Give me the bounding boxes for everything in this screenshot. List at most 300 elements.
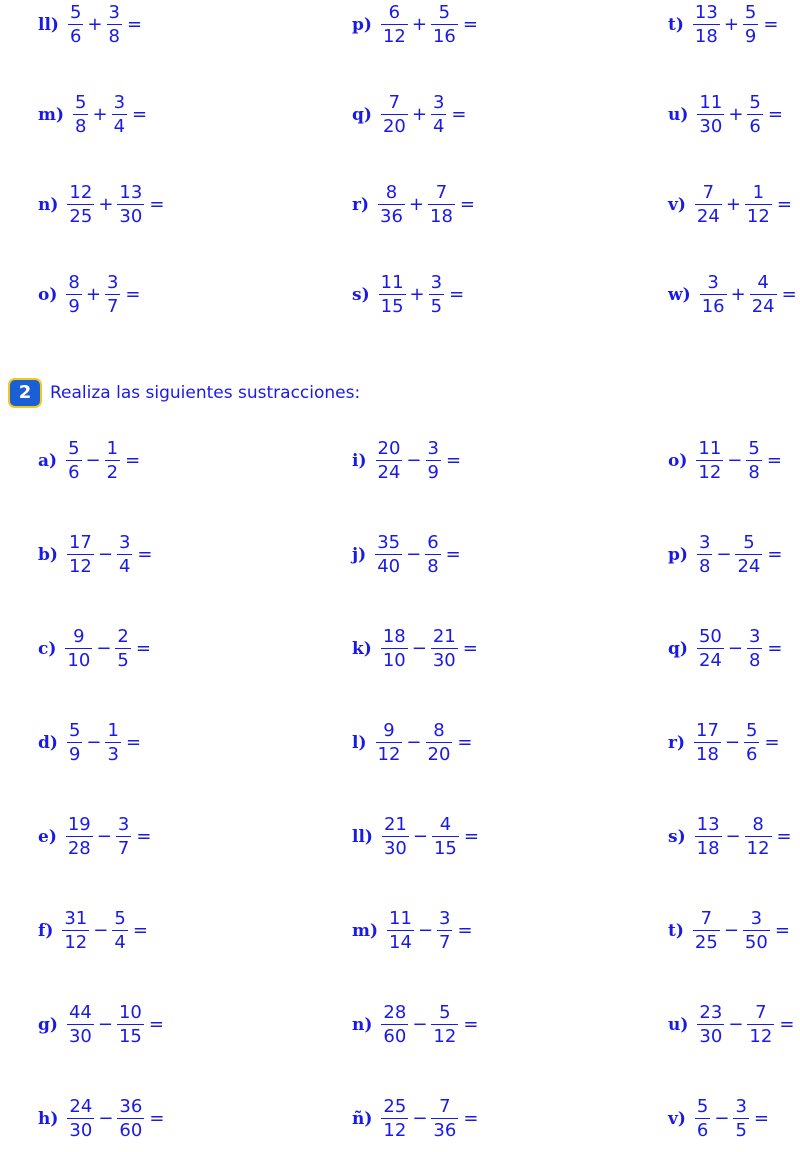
second-fraction — [104, 722, 121, 764]
numerator: 7 — [702, 182, 715, 203]
denominator: 6 — [696, 1120, 709, 1141]
second-fraction — [436, 910, 453, 952]
denominator: 9 — [68, 744, 81, 765]
exercise-label: ll) — [38, 14, 59, 35]
numerator: 5 — [68, 720, 81, 741]
second-fraction — [111, 94, 128, 136]
first-fraction — [692, 4, 721, 46]
numerator: 28 — [383, 1002, 407, 1023]
first-fraction — [61, 910, 90, 952]
operator-sign: − — [411, 638, 427, 659]
denominator: 15 — [433, 838, 457, 859]
denominator: 8 — [75, 116, 87, 137]
second-fraction — [743, 722, 760, 764]
exercise — [668, 274, 797, 316]
numerator: 3 — [427, 438, 439, 459]
denominator: 28 — [67, 838, 91, 859]
denominator: 5 — [117, 650, 129, 671]
denominator: 6 — [749, 116, 761, 137]
numerator: 5 — [438, 2, 451, 23]
operator-sign: + — [411, 14, 427, 35]
first-fraction — [694, 184, 723, 226]
numerator: 1 — [107, 720, 119, 741]
second-fraction — [425, 440, 442, 482]
numerator: 31 — [64, 908, 88, 929]
second-fraction — [430, 94, 447, 136]
denominator: 50 — [744, 932, 768, 953]
equals-sign: = — [463, 1108, 479, 1129]
equals-sign: = — [767, 104, 783, 125]
exercise — [352, 628, 478, 670]
first-fraction — [694, 1098, 711, 1140]
exercise-label: v) — [668, 1108, 686, 1129]
equals-sign: = — [459, 194, 475, 215]
denominator: 40 — [377, 556, 401, 577]
exercise — [352, 910, 473, 952]
second-fraction — [425, 722, 454, 764]
exercise-label: c) — [38, 638, 57, 659]
exercise — [668, 910, 790, 952]
numerator: 8 — [68, 272, 80, 293]
exercise-label: k) — [352, 638, 372, 659]
denominator: 30 — [432, 650, 456, 671]
second-fraction — [111, 910, 128, 952]
denominator: 4 — [118, 556, 131, 577]
numerator: 8 — [385, 182, 398, 203]
numerator: 13 — [119, 182, 143, 203]
numerator: 3 — [439, 908, 451, 929]
exercise-label: i) — [352, 450, 367, 471]
equals-sign: = — [445, 450, 462, 471]
exercise — [352, 184, 475, 226]
exercise — [668, 1004, 794, 1046]
exercise-label: a) — [38, 450, 58, 471]
exercise — [668, 4, 778, 46]
first-fraction — [380, 1004, 409, 1046]
denominator: 6 — [746, 744, 758, 765]
second-fraction — [114, 628, 131, 670]
second-fraction — [106, 4, 123, 46]
equals-sign: = — [763, 14, 779, 35]
exercise — [38, 722, 141, 764]
operator-sign: − — [727, 450, 743, 471]
operator-sign: + — [409, 284, 425, 305]
exercise — [668, 440, 782, 482]
numerator: 9 — [383, 720, 395, 741]
exercise — [668, 628, 782, 670]
numerator: 5 — [743, 532, 755, 553]
numerator: 7 — [755, 1002, 767, 1023]
denominator: 20 — [427, 744, 451, 765]
denominator: 9 — [427, 462, 439, 483]
equals-sign: = — [767, 638, 783, 659]
exercise-label: o) — [668, 450, 688, 471]
second-fraction — [746, 628, 763, 670]
exercise-label: e) — [38, 826, 57, 847]
numerator: 24 — [69, 1096, 93, 1117]
operator-sign: − — [406, 450, 422, 471]
operator-sign: + — [730, 284, 746, 305]
numerator: 3 — [430, 272, 443, 293]
denominator: 20 — [382, 116, 406, 137]
exercise-label: g) — [38, 1014, 58, 1035]
second-fraction — [427, 184, 456, 226]
numerator: 5 — [68, 438, 80, 459]
denominator: 7 — [117, 838, 130, 859]
denominator: 24 — [751, 296, 775, 317]
exercise-label: b) — [38, 544, 58, 565]
second-fraction — [115, 816, 132, 858]
numerator: 11 — [389, 908, 412, 929]
operator-sign: − — [716, 544, 732, 565]
denominator: 30 — [119, 206, 143, 227]
numerator: 7 — [435, 182, 448, 203]
denominator: 2 — [106, 462, 119, 483]
exercise-label: w) — [668, 284, 691, 305]
denominator: 12 — [746, 838, 770, 859]
numerator: 13 — [694, 2, 718, 23]
denominator: 7 — [106, 296, 119, 317]
numerator: 7 — [439, 1096, 451, 1117]
denominator: 14 — [389, 932, 412, 953]
first-fraction — [696, 94, 725, 136]
denominator: 30 — [699, 116, 723, 137]
exercise-label: o) — [38, 284, 58, 305]
operator-sign: − — [96, 638, 112, 659]
exercise-label: r) — [352, 194, 369, 215]
numerator: 9 — [73, 626, 85, 647]
numerator: 3 — [748, 626, 761, 647]
exercise-label: s) — [352, 284, 370, 305]
exercise-label: q) — [668, 638, 688, 659]
denominator: 30 — [699, 1026, 723, 1047]
equals-sign: = — [451, 104, 467, 125]
denominator: 36 — [433, 1120, 457, 1141]
denominator: 4 — [432, 116, 445, 137]
equals-sign: = — [776, 194, 792, 215]
numerator: 25 — [383, 1096, 407, 1117]
denominator: 12 — [433, 1026, 457, 1047]
denominator: 8 — [748, 462, 760, 483]
first-fraction — [377, 184, 406, 226]
second-fraction — [116, 184, 145, 226]
first-fraction — [380, 1098, 409, 1140]
operator-sign: − — [98, 1108, 114, 1129]
numerator: 7 — [700, 908, 713, 929]
first-fraction — [65, 816, 94, 858]
exercise — [352, 274, 464, 316]
second-fraction — [430, 1004, 459, 1046]
second-fraction — [746, 1004, 775, 1046]
numerator: 17 — [68, 532, 92, 553]
denominator: 18 — [694, 26, 718, 47]
denominator: 15 — [118, 1026, 142, 1047]
numerator: 3 — [113, 92, 126, 113]
numerator: 3 — [707, 272, 719, 293]
numerator: 36 — [119, 1096, 143, 1117]
first-fraction — [375, 722, 404, 764]
operator-sign: − — [725, 826, 741, 847]
exercise-label: d) — [38, 732, 58, 753]
numerator: 3 — [432, 92, 445, 113]
numerator: 17 — [696, 720, 719, 741]
exercise — [352, 722, 473, 764]
numerator: 44 — [68, 1002, 92, 1023]
numerator: 5 — [696, 1096, 709, 1117]
second-fraction — [104, 274, 121, 316]
denominator: 25 — [69, 206, 93, 227]
denominator: 24 — [696, 206, 720, 227]
operator-sign: + — [728, 104, 744, 125]
numerator: 3 — [106, 272, 119, 293]
denominator: 16 — [432, 26, 456, 47]
operator-sign: − — [93, 920, 109, 941]
numerator: 11 — [380, 272, 404, 293]
denominator: 4 — [113, 116, 126, 137]
equals-sign: = — [149, 1108, 165, 1129]
numerator: 19 — [67, 814, 91, 835]
exercise-label: n) — [352, 1014, 373, 1035]
second-fraction — [116, 1004, 145, 1046]
first-fraction — [380, 94, 409, 136]
operator-sign: − — [406, 732, 422, 753]
section-instruction: Realiza las siguientes sustracciones: — [50, 383, 361, 403]
second-fraction — [745, 440, 762, 482]
numerator: 8 — [433, 720, 445, 741]
denominator: 8 — [698, 556, 711, 577]
denominator: 7 — [439, 932, 451, 953]
first-fraction — [66, 1098, 95, 1140]
operator-sign: + — [98, 194, 114, 215]
denominator: 18 — [430, 206, 453, 227]
denominator: 60 — [119, 1120, 143, 1141]
numerator: 5 — [114, 908, 126, 929]
numerator: 13 — [696, 814, 720, 835]
operator-sign: − — [406, 544, 422, 565]
first-fraction — [693, 722, 722, 764]
second-fraction — [742, 910, 771, 952]
exercise — [668, 94, 783, 136]
exercise-label: n) — [38, 194, 59, 215]
operator-sign: + — [408, 194, 424, 215]
equals-sign: = — [462, 638, 478, 659]
operator-sign: − — [86, 732, 102, 753]
exercise — [668, 816, 792, 858]
operator-sign: − — [727, 638, 743, 659]
denominator: 10 — [382, 650, 406, 671]
exercise — [38, 628, 151, 670]
exercise — [668, 1098, 769, 1140]
operator-sign: − — [412, 1014, 428, 1035]
denominator: 12 — [64, 932, 88, 953]
exercise-label: j) — [352, 544, 367, 565]
exercise-label: ñ) — [352, 1108, 373, 1129]
second-fraction — [428, 274, 445, 316]
equals-sign: = — [462, 14, 478, 35]
equals-sign: = — [132, 920, 148, 941]
exercise — [352, 816, 479, 858]
exercise — [668, 534, 782, 576]
equals-sign: = — [445, 544, 461, 565]
denominator: 30 — [383, 838, 407, 859]
exercise-label: f) — [38, 920, 54, 941]
denominator: 30 — [69, 1120, 93, 1141]
first-fraction — [66, 534, 95, 576]
numerator: 1 — [106, 438, 119, 459]
second-fraction — [424, 534, 441, 576]
second-fraction — [744, 816, 773, 858]
exercise-label: h) — [38, 1108, 59, 1129]
equals-sign: = — [132, 104, 148, 125]
exercise — [352, 440, 461, 482]
operator-sign: − — [723, 920, 739, 941]
operator-sign: + — [723, 14, 739, 35]
operator-sign: + — [85, 284, 101, 305]
exercise — [38, 1004, 164, 1046]
second-fraction — [742, 4, 759, 46]
first-fraction — [381, 816, 410, 858]
equals-sign: = — [776, 826, 792, 847]
exercise-label: t) — [668, 920, 684, 941]
first-fraction — [66, 184, 95, 226]
numerator: 10 — [118, 1002, 142, 1023]
numerator: 8 — [752, 814, 764, 835]
numerator: 5 — [75, 92, 87, 113]
operator-sign: − — [412, 1108, 428, 1129]
numerator: 4 — [757, 272, 769, 293]
numerator: 5 — [749, 92, 761, 113]
denominator: 18 — [696, 838, 720, 859]
denominator: 8 — [748, 650, 761, 671]
equals-sign: = — [126, 14, 143, 35]
exercise-label: t) — [668, 14, 684, 35]
operator-sign: + — [411, 104, 427, 125]
first-fraction — [378, 274, 407, 316]
denominator: 36 — [380, 206, 403, 227]
numerator: 12 — [69, 182, 93, 203]
exercise — [38, 816, 151, 858]
denominator: 12 — [746, 206, 770, 227]
second-fraction — [116, 1098, 145, 1140]
exercise-label: m) — [352, 920, 379, 941]
section-2-header — [8, 378, 360, 408]
equals-sign: = — [148, 1014, 164, 1035]
exercise-label: u) — [668, 104, 689, 125]
numerator: 23 — [699, 1002, 723, 1023]
equals-sign: = — [463, 1014, 479, 1035]
equals-sign: = — [125, 284, 141, 305]
denominator: 60 — [383, 1026, 407, 1047]
denominator: 25 — [694, 932, 718, 953]
equals-sign: = — [774, 920, 790, 941]
denominator: 24 — [377, 462, 401, 483]
exercise — [352, 534, 461, 576]
operator-sign: − — [724, 732, 740, 753]
denominator: 9 — [68, 296, 80, 317]
exercise — [352, 1098, 478, 1140]
denominator: 6 — [68, 462, 80, 483]
operator-sign: + — [725, 194, 741, 215]
denominator: 5 — [430, 296, 443, 317]
first-fraction — [696, 534, 713, 576]
first-fraction — [374, 534, 403, 576]
operator-sign: − — [412, 826, 428, 847]
second-fraction — [430, 4, 459, 46]
numerator: 3 — [117, 814, 130, 835]
operator-sign: − — [714, 1108, 730, 1129]
numerator: 5 — [439, 1002, 451, 1023]
exercise — [352, 4, 478, 46]
numerator: 1 — [752, 182, 765, 203]
denominator: 12 — [68, 556, 92, 577]
second-fraction — [749, 274, 778, 316]
operator-sign: − — [96, 826, 112, 847]
exercise — [38, 184, 164, 226]
numerator: 3 — [750, 908, 763, 929]
first-fraction — [699, 274, 728, 316]
first-fraction — [72, 94, 89, 136]
exercise-label: ll) — [352, 826, 373, 847]
equals-sign: = — [781, 284, 797, 305]
exercise-label: p) — [668, 544, 688, 565]
first-fraction — [386, 910, 415, 952]
exercise — [38, 440, 140, 482]
operator-sign: + — [87, 14, 103, 35]
exercise-label: l) — [352, 732, 367, 753]
equals-sign: = — [457, 920, 473, 941]
operator-sign: − — [97, 544, 113, 565]
numerator: 5 — [748, 438, 760, 459]
numerator: 20 — [377, 438, 401, 459]
denominator: 12 — [383, 1120, 407, 1141]
first-fraction — [375, 440, 404, 482]
first-fraction — [65, 274, 82, 316]
numerator: 2 — [117, 626, 129, 647]
exercise — [38, 534, 152, 576]
exercise-label: s) — [668, 826, 686, 847]
equals-sign: = — [463, 826, 479, 847]
denominator: 30 — [68, 1026, 92, 1047]
denominator: 8 — [108, 26, 120, 47]
numerator: 4 — [439, 814, 452, 835]
numerator: 18 — [382, 626, 406, 647]
equals-sign: = — [779, 1014, 795, 1035]
denominator: 12 — [382, 26, 406, 47]
exercise — [38, 274, 140, 316]
exercise — [668, 184, 792, 226]
denominator: 12 — [749, 1026, 773, 1047]
exercise-label: p) — [352, 14, 372, 35]
equals-sign: = — [753, 1108, 770, 1129]
equals-sign: = — [125, 732, 142, 753]
exercise-label: r) — [668, 732, 685, 753]
operator-sign: − — [85, 450, 101, 471]
exercise — [38, 910, 148, 952]
denominator: 16 — [701, 296, 725, 317]
exercise — [38, 94, 147, 136]
equals-sign: = — [125, 450, 141, 471]
exercise — [352, 94, 466, 136]
numerator: 35 — [377, 532, 401, 553]
exercise — [352, 1004, 478, 1046]
exercise-label: v) — [668, 194, 686, 215]
equals-sign: = — [149, 194, 165, 215]
denominator: 24 — [737, 556, 761, 577]
first-fraction — [380, 4, 409, 46]
exercise — [668, 722, 780, 764]
numerator: 5 — [746, 720, 758, 741]
equals-sign: = — [449, 284, 465, 305]
